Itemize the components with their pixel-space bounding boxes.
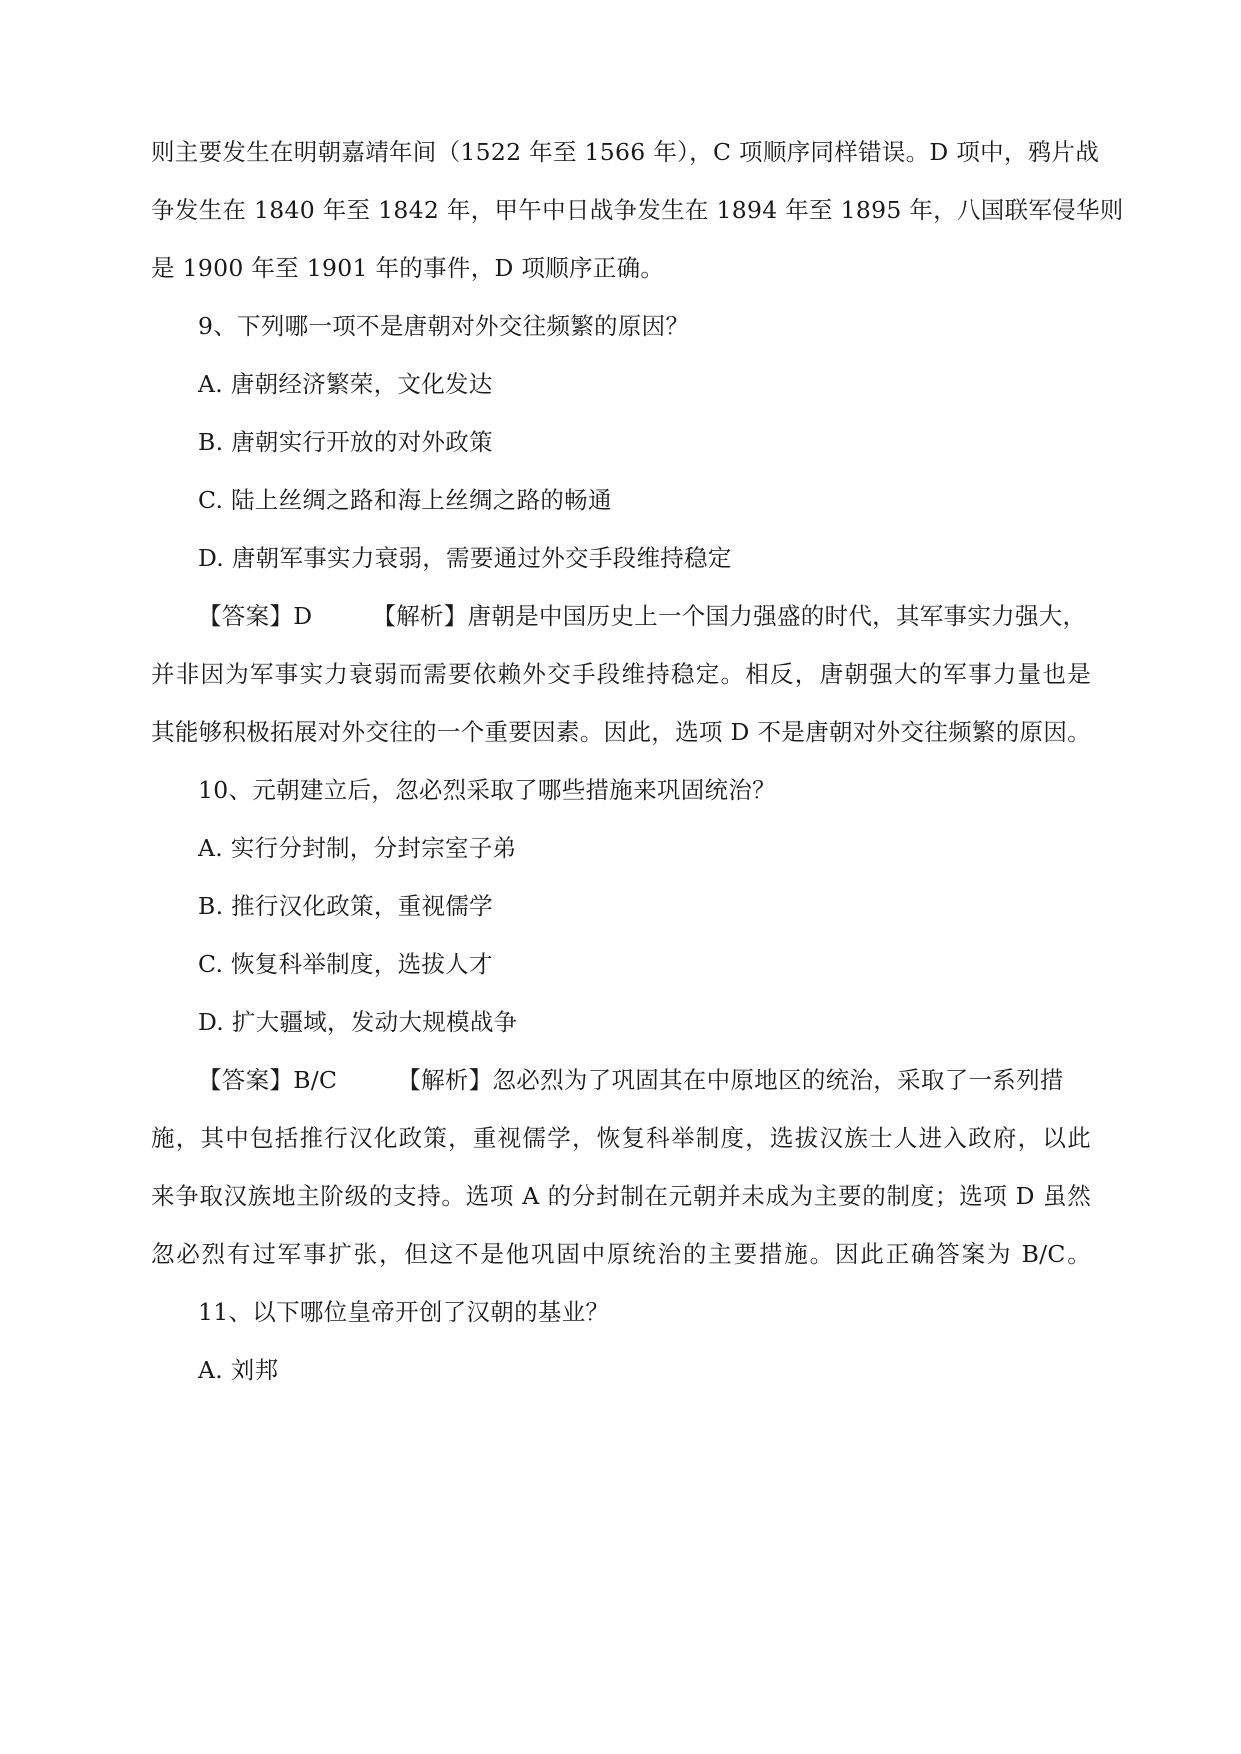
q9-analysis: 【解析】唐朝是中国历史上一个国力强盛的时代，其军事实力强大，	[372, 602, 1087, 630]
q10-answer-line	[198, 1064, 1091, 1096]
question-10: 10、元朝建立后，忽必烈采取了哪些措施来巩固统治？	[198, 776, 776, 804]
q9-option-b: B. 唐朝实行开放的对外政策	[198, 428, 493, 456]
q9-option-a: A. 唐朝经济繁荣，文化发达	[198, 370, 493, 398]
q10-analysis: 【解析】忽必烈为了巩固其在中原地区的统治，采取了一系列措	[397, 1066, 1064, 1094]
paragraph-line: 是 1900 年至 1901 年的事件，D 项顺序正确。	[151, 254, 665, 282]
question-9: 9、下列哪一项不是唐朝对外交往频繁的原因？	[198, 312, 690, 340]
q10-option-d: D. 扩大疆域，发动大规模战争	[198, 1008, 518, 1036]
q9-analysis-line: 并非因为军事实力衰弱而需要依赖外交手段维持稳定。相反，唐朝强大的军事力量也是	[151, 660, 1091, 688]
q9-answer: 【答案】D	[198, 602, 313, 630]
q9-analysis-line: 其能够积极拓展对外交往的一个重要因素。因此，选项 D 不是唐朝对外交往频繁的原因。	[151, 718, 1091, 746]
q9-option-d: D. 唐朝军事实力衰弱，需要通过外交手段维持稳定	[198, 544, 732, 572]
q10-option-a: A. 实行分封制，分封宗室子弟	[198, 834, 517, 862]
q10-analysis-line: 忽必烈有过军事扩张，但这不是他巩固中原统治的主要措施。因此正确答案为 B/C。	[151, 1240, 1091, 1268]
q10-analysis-line: 施，其中包括推行汉化政策，重视儒学，恢复科举制度，选拔汉族士人进入政府，以此	[151, 1124, 1091, 1152]
q10-analysis-line: 来争取汉族地主阶级的支持。选项 A 的分封制在元朝并未成为主要的制度；选项 D 虽然	[151, 1182, 1091, 1210]
q11-option-a: A. 刘邦	[198, 1356, 279, 1384]
q10-option-b: B. 推行汉化政策，重视儒学	[198, 892, 493, 920]
paragraph-line: 则主要发生在明朝嘉靖年间（1522 年至 1566 年），C 项顺序同样错误。D 项中，鸦片战	[151, 138, 1100, 166]
q10-option-c: C. 恢复科举制度，选拔人才	[198, 950, 493, 978]
question-11: 11、以下哪位皇帝开创了汉朝的基业？	[198, 1298, 610, 1326]
q9-option-c: C. 陆上丝绸之路和海上丝绸之路的畅通	[198, 486, 612, 514]
q9-answer-line	[198, 600, 1091, 632]
paragraph-line: 争发生在 1840 年至 1842 年，甲午中日战争发生在 1894 年至 1895 年，八国联军侵华则	[151, 196, 1124, 224]
q10-answer: 【答案】B/C	[198, 1066, 338, 1094]
